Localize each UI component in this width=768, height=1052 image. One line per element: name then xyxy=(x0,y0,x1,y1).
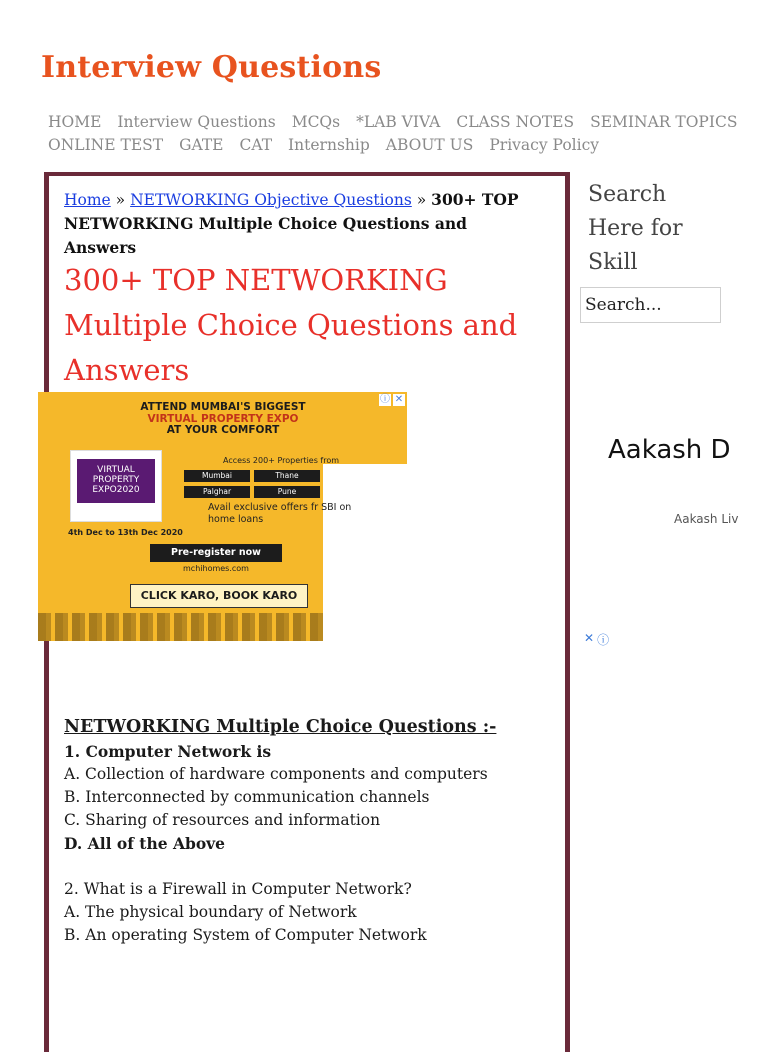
breadcrumb-current: 300+ TOP NETWORKING Multiple Choice Questions and Answers xyxy=(64,190,519,257)
close-icon[interactable]: ✕ xyxy=(584,631,595,645)
nav-interview-questions[interactable]: Interview Questions xyxy=(117,113,276,131)
nav-about-us[interactable]: ABOUT US xyxy=(385,136,474,154)
site-title[interactable]: Interview Questions xyxy=(41,50,382,85)
ad-dates: 4th Dec to 13th Dec 2020 xyxy=(68,528,183,537)
breadcrumb-separator: » xyxy=(416,191,427,209)
nav-online-test[interactable]: ONLINE TEST xyxy=(48,136,164,154)
ad-cta-button[interactable]: CLICK KARO, BOOK KARO xyxy=(130,584,308,608)
answer-option: A. Collection of hardware components and computers xyxy=(64,765,488,783)
ad-city: Pune xyxy=(254,486,320,498)
breadcrumb-home-link[interactable]: Home xyxy=(64,191,111,209)
nav-gate[interactable]: GATE xyxy=(179,136,224,154)
breadcrumb xyxy=(64,188,544,260)
nav-cat[interactable]: CAT xyxy=(239,136,273,154)
nav-home[interactable]: HOME xyxy=(48,113,102,131)
search-input[interactable] xyxy=(580,287,721,323)
question-text: 1. Computer Network is xyxy=(64,742,272,761)
main-nav xyxy=(48,111,738,157)
sidebar-ad-subtitle[interactable]: Aakash Liv xyxy=(674,512,739,526)
ad-controls xyxy=(379,394,405,406)
sidebar-ad-title[interactable]: Aakash D xyxy=(608,435,731,465)
ad-offer-text: Avail exclusive offers fr SBI on home loans xyxy=(208,502,352,525)
nav-class-notes[interactable]: CLASS NOTES xyxy=(456,113,575,131)
answer-option: B. Interconnected by communication channels xyxy=(64,788,430,806)
ad-city: Palghar xyxy=(184,486,250,498)
sidebar-widget-title: Search Here for Skill xyxy=(588,182,683,275)
advertisement-banner[interactable] xyxy=(38,392,407,641)
sidebar-ad-controls xyxy=(584,631,609,648)
ad-headline-line: ATTEND MUMBAI'S BIGGEST xyxy=(140,401,306,413)
question-text: 2. What is a Firewall in Computer Network? xyxy=(64,880,412,898)
ad-expo-logo: VIRTUAL PROPERTY EXPO2020 xyxy=(77,459,155,503)
ad-city: Mumbai xyxy=(184,470,250,482)
answer-option: A. The physical boundary of Network xyxy=(64,903,357,921)
mcq-content xyxy=(64,714,544,947)
page-title: 300+ TOP NETWORKING Multiple Choice Questions and Answers xyxy=(64,263,518,387)
ad-city: Thane xyxy=(254,470,320,482)
ad-city-list xyxy=(184,470,324,498)
ad-skyline-graphic xyxy=(38,613,323,641)
breadcrumb-separator: » xyxy=(115,191,126,209)
mcq-heading: NETWORKING Multiple Choice Questions :- xyxy=(64,717,497,737)
ad-headline-line: AT YOUR COMFORT xyxy=(166,424,280,436)
ad-headline-line: VIRTUAL PROPERTY EXPO xyxy=(147,412,299,425)
ad-blank-area xyxy=(323,464,407,641)
answer-option: C. Sharing of resources and information xyxy=(64,811,381,829)
answer-option: B. An operating System of Computer Network xyxy=(64,926,427,944)
correct-answer: D. All of the Above xyxy=(64,834,226,853)
nav-internship[interactable]: Internship xyxy=(288,136,370,154)
nav-privacy-policy[interactable]: Privacy Policy xyxy=(489,136,600,154)
spacer xyxy=(64,855,544,878)
info-icon[interactable]: ⓘ xyxy=(597,633,610,647)
ad-expo-badge xyxy=(70,450,162,522)
nav-lab-viva[interactable]: *LAB VIVA xyxy=(356,113,441,131)
ad-access-text: Access 200+ Properties from xyxy=(223,456,340,465)
ad-preregister-button[interactable]: Pre-register now xyxy=(150,544,282,562)
nav-mcqs[interactable]: MCQs xyxy=(291,113,341,131)
ad-info-icon[interactable]: ⓘ xyxy=(380,394,390,405)
nav-seminar-topics[interactable]: SEMINAR TOPICS xyxy=(590,113,738,131)
ad-headline xyxy=(128,402,318,437)
ad-site-url: mchihomes.com xyxy=(183,564,249,573)
breadcrumb-category-link[interactable]: NETWORKING Objective Questions xyxy=(130,191,412,209)
ad-close-icon[interactable]: ✕ xyxy=(394,394,404,405)
